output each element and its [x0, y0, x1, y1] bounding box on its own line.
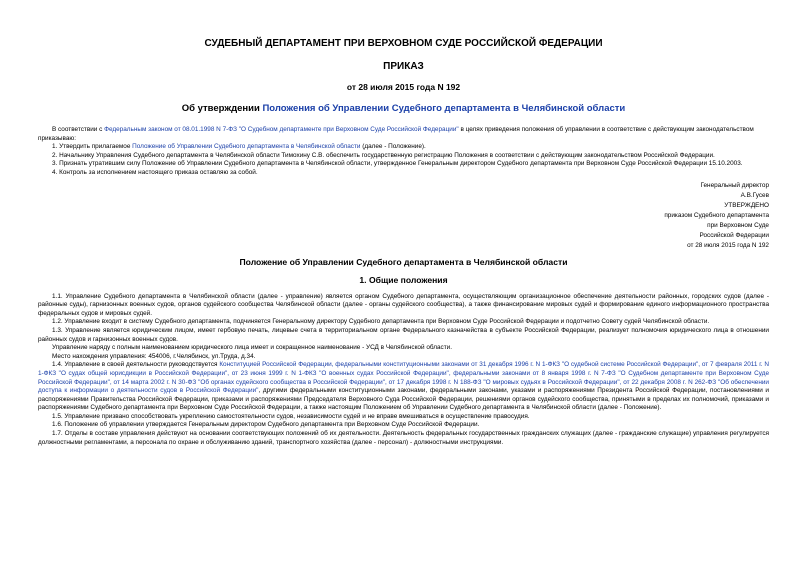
- clause-1-7: 1.7. Отделы в составе управления действуют на основании соответствующих положений об их деятельности. Деятельность федеральных государственных гражданских служащих (далее - гражданские служащие) управления регулируется должностными регламентами, а персонала по охране и обслуживанию зданий, транспортного хозяйства (далее - персонал) - должностными инструкциями.: [38, 430, 769, 446]
- clause-1-4: [38, 361, 769, 413]
- doc-title-link[interactable]: Положения об Управлении Судебного департамента в Челябинской области: [262, 103, 626, 114]
- approved-by-line-2: при Верховном Суде: [707, 221, 769, 229]
- intro-text-end: в целях приведения положения об управлении в соответствие с действующим законодательством: [458, 126, 754, 133]
- clause-1-3: 1.3. Управление является юридическим лицом, имеет гербовую печать, лицевые счета в территориальном органе Федерального казначейства в субъекте Российской Федерации, реализует полномочия юридического лица в отношении районных судов и гарнизонных военных судов.: [38, 326, 769, 343]
- signature-name: А.В.Гусев: [740, 191, 769, 199]
- doc-title-prefix: Об утверждении: [181, 103, 263, 114]
- intro-block: [38, 126, 769, 178]
- clause-1-4-start: 1.4. Управление в своей деятельности руководствуется: [52, 361, 220, 369]
- regulation-title: Положение об Управлении Судебного департамента в Челябинской области: [239, 256, 568, 267]
- approved-label: УТВЕРЖДЕНО: [724, 201, 769, 209]
- order-item-4: 4. Контроль за исполнением настоящего приказа оставляю за собой.: [52, 168, 258, 176]
- approved-date: от 28 июля 2015 года N 192: [687, 241, 769, 249]
- order-item-2: 2. Начальнику Управления Судебного департамента в Челябинской области Тимохину С.В. обеспечить государственную регистрацию Положения в соответствии с действующим законодательством Российской Федерации.: [52, 151, 715, 159]
- clause-1-3-short-name: Управление наряду с полным наименованием юридического лица имеет и сокращенное наименование - УСД в Челябинской области.: [52, 344, 453, 352]
- doc-title: [38, 103, 769, 115]
- approved-by-line-3: Российской Федерации: [699, 231, 769, 239]
- clause-1-4-end: , другими федеральными конституционными законами, федеральными законами, указами и распоряжениями Президента Российской Федерации, постановлениями и распоряжениями Правительства Российской Федерации, приказами и распоряжениями Председателя Верховного Суда Российской Федерации, решениями органов судейского сообщества, принятыми в пределах их полномочий, приказами и распоряжениями Судебного департамента при Верховном Суде Российской Федерации, а также настоящим Положением об Управлении Судебного департамента в Челябинской области (далее - Положение).: [38, 387, 769, 412]
- section-1-heading: 1. Общие положения: [359, 274, 448, 285]
- clause-1-3-address: Место нахождения управления: 454006, г.Челябинск, ул.Труда, д.34.: [52, 352, 256, 360]
- order-item-1-end: (далее - Положение).: [360, 143, 426, 151]
- intro-order-word: приказываю:: [38, 134, 76, 142]
- doc-date: от 28 июля 2015 года N 192: [346, 82, 461, 92]
- constitution-laws-link[interactable]: Конституцией Российской Федерации, федеральными конституционными законами от 31 декабря 1996 г. N 1-ФКЗ "О судебной системе Российской Федерации", от 7 февраля 2011 г. N 1-ФКЗ "О судах общей юрисдикции в Российской Федерации", от 23 июня 1999 г. N 1-ФКЗ "О военных судах Российской Федерации", федеральными законами от 8 января 1998 г. N 7-ФЗ "О Судебном департаменте при Верховном Суде Российской Федерации", от 14 марта 2002 г. N 30-ФЗ "Об органах судейского сообщества в Российской Федерации", от 17 декабря 1998 г. N 188-ФЗ "О мировых судьях в Российской Федерации", от 22 декабря 2008 г. N 262-ФЗ "Об обеспечении доступа к информации о деятельности судов в Российской Федерации": [38, 361, 769, 395]
- intro-text-start: В соответствии с: [52, 126, 105, 133]
- clause-1-5: 1.5. Управление призвано способствовать укреплению самостоятельности судов, независимости судей и не вправе вмешиваться в осуществление правосудия.: [52, 412, 530, 420]
- clause-1-2: 1.2. Управление входит в систему Судебного департамента, подчиняется Генеральному директору Судебного департамента при Верховном Суде Российской Федерации и подотчетно Совету судей Челябинской области.: [52, 318, 710, 326]
- intro-paragraph: [38, 126, 769, 135]
- signature-position: Генеральный директор: [700, 181, 769, 189]
- clause-1-6: 1.6. Положение об управлении утверждается Генеральным директором Судебного департамента при Верховном Суде Российской Федерации.: [52, 421, 480, 429]
- clause-1-1: 1.1. Управление Судебного департамента в Челябинской области (далее - управление) является органом Судебного департамента, осуществляющим организационное обеспечение деятельности районных, городских судов (далее - районные суды), гарнизонных военных судов, органов судейского сообщества Челябинской области (далее - органы судейского сообщества), а также финансирование мировых судей и формирование единого информационного пространства федеральных судов и мировых судей.: [38, 292, 769, 317]
- order-item-1: [38, 143, 769, 152]
- order-item-1-start: 1. Утвердить прилагаемое: [52, 143, 133, 151]
- order-item-3: 3. Признать утратившим силу Положение об Управлении Судебного департамента в Челябинской области, утвержденное Генеральным директором Судебного департамента при Верховном Суде Российской Федерации 15.10.2003.: [52, 160, 743, 168]
- approved-by-line-1: приказом Судебного департамента: [664, 211, 769, 219]
- federal-law-link[interactable]: Федеральным законом от 08.01.1998 N 7-ФЗ "О Судебном департаменте при Верховном Суде Российской Федерации": [104, 126, 459, 133]
- section-1-body: [38, 293, 769, 448]
- regulation-link[interactable]: Положение об Управлении Судебного департамента в Челябинской области: [132, 143, 361, 151]
- signature-block: [38, 181, 769, 251]
- doc-type-heading: ПРИКАЗ: [383, 61, 424, 72]
- org-heading: СУДЕБНЫЙ ДЕПАРТАМЕНТ ПРИ ВЕРХОВНОМ СУДЕ РОССИЙСКОЙ ФЕДЕРАЦИИ: [204, 38, 603, 49]
